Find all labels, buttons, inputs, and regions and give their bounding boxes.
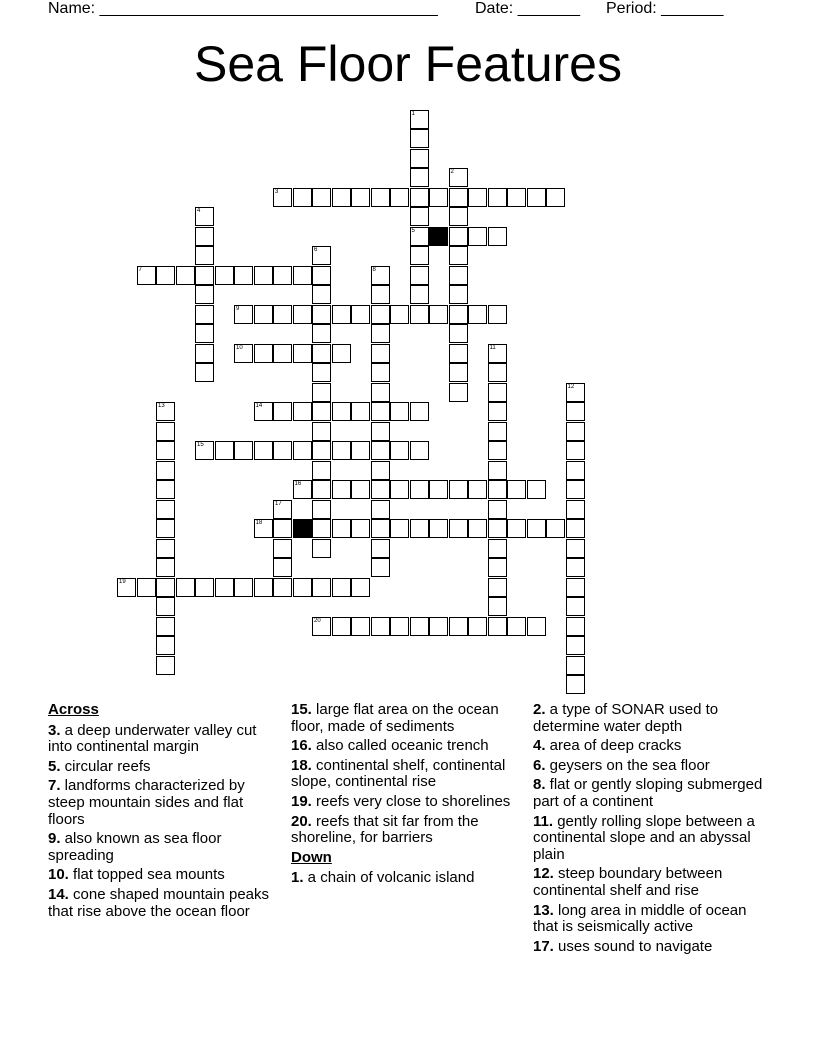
- grid-cell[interactable]: [546, 188, 565, 207]
- grid-cell[interactable]: [507, 519, 526, 538]
- grid-cell[interactable]: [429, 480, 448, 499]
- grid-cell[interactable]: [312, 266, 331, 285]
- grid-cell[interactable]: [410, 285, 429, 304]
- grid-cell[interactable]: [312, 285, 331, 304]
- grid-cell[interactable]: [312, 363, 331, 382]
- grid-cell[interactable]: [449, 617, 468, 636]
- grid-cell[interactable]: [195, 363, 214, 382]
- grid-cell[interactable]: [566, 597, 585, 616]
- grid-cell[interactable]: [156, 441, 175, 460]
- grid-cell[interactable]: [312, 305, 331, 324]
- grid-cell[interactable]: [156, 617, 175, 636]
- grid-cell[interactable]: [566, 461, 585, 480]
- grid-cell[interactable]: [117, 578, 136, 597]
- grid-cell[interactable]: [371, 402, 390, 421]
- grid-cell[interactable]: [410, 168, 429, 187]
- grid-cell[interactable]: [371, 441, 390, 460]
- grid-cell[interactable]: [156, 597, 175, 616]
- grid-cell[interactable]: [371, 558, 390, 577]
- grid-cell[interactable]: [254, 578, 273, 597]
- grid-cell[interactable]: [449, 266, 468, 285]
- grid-cell[interactable]: [332, 305, 351, 324]
- grid-cell[interactable]: [410, 480, 429, 499]
- grid-cell[interactable]: [488, 402, 507, 421]
- grid-cell[interactable]: [488, 519, 507, 538]
- period-line[interactable]: Period: _______: [606, 0, 724, 17]
- grid-cell[interactable]: [156, 480, 175, 499]
- grid-cell[interactable]: [566, 636, 585, 655]
- clue-number: 4: [197, 208, 201, 214]
- grid-cell[interactable]: [312, 461, 331, 480]
- grid-cell[interactable]: [156, 519, 175, 538]
- clue-number: 17: [275, 500, 282, 507]
- grid-cell[interactable]: [195, 441, 214, 460]
- clue-number: 18: [255, 520, 263, 526]
- grid-cell[interactable]: [468, 519, 487, 538]
- grid-cell[interactable]: [254, 519, 273, 538]
- grid-cell[interactable]: [410, 227, 429, 246]
- grid-cell[interactable]: [371, 480, 390, 499]
- clue-number: 10: [236, 344, 243, 351]
- grid-cell[interactable]: [351, 519, 370, 538]
- clue-number: 9: [236, 305, 240, 312]
- grid-cell[interactable]: [507, 188, 526, 207]
- grid-cell[interactable]: [351, 480, 370, 499]
- grid-cell[interactable]: [429, 305, 448, 324]
- grid-cell[interactable]: [566, 675, 585, 694]
- grid-cell[interactable]: [390, 441, 409, 460]
- clue-across-20: 20. reefs that sit far from the shoreline, for barriers: [291, 812, 479, 847]
- grid-cell[interactable]: [371, 344, 390, 363]
- grid-cell[interactable]: [429, 188, 448, 207]
- clue-down-6: 6. geysers on the sea floor: [533, 756, 710, 774]
- grid-cell[interactable]: [449, 519, 468, 538]
- grid-cell[interactable]: [234, 344, 253, 363]
- grid-cell[interactable]: [371, 324, 390, 343]
- clue-down-17: 17. uses sound to navigate: [533, 937, 713, 955]
- grid-cell[interactable]: [293, 344, 312, 363]
- clue-number: 11: [489, 344, 496, 351]
- clue-down-12: 12. steep boundary between continental shelf and rise: [533, 865, 723, 899]
- grid-cell[interactable]: [195, 227, 214, 246]
- grid-cell[interactable]: [566, 578, 585, 597]
- clue-across-19: 19. reefs very close to shorelines: [291, 792, 511, 810]
- grid-cell[interactable]: [390, 480, 409, 499]
- grid-cell[interactable]: [566, 558, 585, 577]
- grid-cell[interactable]: [293, 188, 312, 207]
- grid-cell[interactable]: [371, 539, 390, 558]
- grid-cell[interactable]: [156, 500, 175, 519]
- grid-cell[interactable]: [312, 383, 331, 402]
- clue-across-16: 16. also called oceanic trench: [291, 737, 489, 755]
- clue-down-2: 2. a type of SONAR used to determine water depth: [533, 701, 719, 735]
- grid-cell[interactable]: [254, 402, 273, 421]
- grid-cell[interactable]: [137, 578, 156, 597]
- grid-cell[interactable]: [390, 305, 409, 324]
- clue-number: 3: [275, 188, 279, 195]
- grid-cell[interactable]: [488, 344, 507, 363]
- clue-across-7: 7. landforms characterized by steep mountain sides and flat floors: [48, 777, 245, 828]
- grid-cell[interactable]: [351, 402, 370, 421]
- grid-cell[interactable]: [566, 539, 585, 558]
- grid-cell[interactable]: [351, 188, 370, 207]
- grid-cell[interactable]: [234, 578, 253, 597]
- grid-cell[interactable]: [312, 539, 331, 558]
- grid-cell[interactable]: [312, 188, 331, 207]
- grid-block-cell: [293, 519, 312, 538]
- grid-cell[interactable]: [566, 383, 585, 402]
- grid-cell[interactable]: [488, 558, 507, 577]
- grid-cell[interactable]: [527, 188, 546, 207]
- grid-cell[interactable]: [215, 441, 234, 460]
- grid-cell[interactable]: [488, 422, 507, 441]
- grid-cell[interactable]: [566, 422, 585, 441]
- grid-cell[interactable]: [410, 188, 429, 207]
- grid-cell[interactable]: [507, 617, 526, 636]
- grid-cell[interactable]: [410, 110, 429, 129]
- clue-across-15: 15. large flat area on the ocean floor, made of sediments: [291, 701, 499, 735]
- clue-number: 7: [138, 266, 142, 273]
- grid-cell[interactable]: [156, 266, 175, 285]
- clue-number: 8: [372, 266, 376, 273]
- clue-across-10: 10. flat topped sea mounts: [48, 866, 225, 884]
- clue-down-13: 13. long area in middle of ocean that is seismically active: [533, 901, 747, 936]
- clue-column-1: [48, 702, 273, 923]
- grid-cell[interactable]: [371, 285, 390, 304]
- grid-cell[interactable]: [410, 149, 429, 168]
- grid-cell[interactable]: [449, 168, 468, 187]
- grid-cell[interactable]: [312, 422, 331, 441]
- grid-cell[interactable]: [293, 578, 312, 597]
- clue-number: 20: [314, 617, 321, 624]
- grid-cell[interactable]: [332, 344, 351, 363]
- grid-cell[interactable]: [273, 305, 292, 324]
- grid-cell[interactable]: [371, 500, 390, 519]
- grid-cell[interactable]: [488, 188, 507, 207]
- grid-cell[interactable]: [312, 402, 331, 421]
- grid-cell[interactable]: [195, 266, 214, 285]
- grid-cell[interactable]: [488, 305, 507, 324]
- grid-cell[interactable]: [273, 344, 292, 363]
- clue-number: 6: [314, 247, 318, 253]
- grid-cell[interactable]: [566, 441, 585, 460]
- clue-number: 12: [567, 383, 575, 390]
- grid-cell[interactable]: [449, 246, 468, 265]
- grid-cell[interactable]: [273, 500, 292, 519]
- grid-cell[interactable]: [137, 266, 156, 285]
- grid-cell[interactable]: [449, 188, 468, 207]
- grid-cell[interactable]: [351, 305, 370, 324]
- grid-cell[interactable]: [468, 617, 487, 636]
- grid-cell[interactable]: [156, 636, 175, 655]
- grid-cell[interactable]: [449, 383, 468, 402]
- grid-cell[interactable]: [195, 578, 214, 597]
- grid-cell[interactable]: [429, 617, 448, 636]
- page-title: Sea Floor Features: [194, 36, 622, 92]
- grid-cell[interactable]: [468, 480, 487, 499]
- grid-cell[interactable]: [312, 324, 331, 343]
- grid-cell[interactable]: [312, 441, 331, 460]
- grid-cell[interactable]: [527, 617, 546, 636]
- clue-down-8: 8. flat or gently sloping submerged part of a continent: [533, 776, 763, 810]
- grid-cell[interactable]: [332, 188, 351, 207]
- grid-cell[interactable]: [449, 305, 468, 324]
- grid-cell[interactable]: [312, 246, 331, 265]
- grid-cell[interactable]: [312, 617, 331, 636]
- grid-cell[interactable]: [488, 539, 507, 558]
- grid-cell[interactable]: [488, 461, 507, 480]
- clue-down-1: 1. a chain of volcanic island: [291, 869, 475, 887]
- grid-cell[interactable]: [273, 539, 292, 558]
- grid-cell[interactable]: [371, 188, 390, 207]
- grid-cell[interactable]: [332, 519, 351, 538]
- grid-cell[interactable]: [332, 441, 351, 460]
- grid-cell[interactable]: [371, 461, 390, 480]
- grid-cell[interactable]: [488, 441, 507, 460]
- grid-cell[interactable]: [156, 402, 175, 421]
- grid-cell[interactable]: [468, 227, 487, 246]
- grid-cell[interactable]: [195, 246, 214, 265]
- grid-cell[interactable]: [156, 656, 175, 675]
- grid-cell[interactable]: [215, 578, 234, 597]
- grid-cell[interactable]: [371, 266, 390, 285]
- grid-cell[interactable]: [488, 227, 507, 246]
- grid-cell[interactable]: [449, 227, 468, 246]
- grid-cell[interactable]: [566, 656, 585, 675]
- grid-cell[interactable]: [254, 441, 273, 460]
- grid-cell[interactable]: [293, 402, 312, 421]
- grid-cell[interactable]: [273, 266, 292, 285]
- grid-cell[interactable]: [195, 324, 214, 343]
- grid-cell[interactable]: [293, 441, 312, 460]
- grid-cell[interactable]: [254, 305, 273, 324]
- grid-cell[interactable]: [429, 519, 448, 538]
- grid-cell[interactable]: [449, 363, 468, 382]
- down-heading: Down: [291, 848, 332, 866]
- grid-cell[interactable]: [390, 617, 409, 636]
- grid-cell[interactable]: [351, 441, 370, 460]
- grid-cell[interactable]: [468, 188, 487, 207]
- grid-cell[interactable]: [546, 519, 565, 538]
- grid-cell[interactable]: [195, 207, 214, 226]
- grid-cell[interactable]: [488, 617, 507, 636]
- clue-down-11: 11. gently rolling slope between a continental slope and an abyssal plain: [533, 812, 755, 863]
- grid-cell[interactable]: [156, 558, 175, 577]
- grid-cell[interactable]: [488, 597, 507, 616]
- grid-cell[interactable]: [176, 266, 195, 285]
- across-heading: Across: [48, 701, 99, 718]
- grid-cell[interactable]: [293, 480, 312, 499]
- grid-cell[interactable]: [351, 578, 370, 597]
- grid-cell[interactable]: [254, 266, 273, 285]
- grid-cell[interactable]: [566, 402, 585, 421]
- grid-cell[interactable]: [215, 266, 234, 285]
- grid-cell[interactable]: [488, 383, 507, 402]
- grid-cell[interactable]: [234, 441, 253, 460]
- grid-cell[interactable]: [410, 617, 429, 636]
- clue-number: 2: [450, 169, 454, 175]
- grid-cell[interactable]: [410, 519, 429, 538]
- clue-number: 5: [411, 227, 415, 234]
- grid-cell[interactable]: [332, 578, 351, 597]
- grid-cell[interactable]: [410, 441, 429, 460]
- grid-cell[interactable]: [273, 441, 292, 460]
- grid-cell[interactable]: [195, 344, 214, 363]
- grid-cell[interactable]: [176, 578, 195, 597]
- grid-cell[interactable]: [449, 480, 468, 499]
- grid-cell[interactable]: [351, 617, 370, 636]
- grid-cell[interactable]: [449, 324, 468, 343]
- grid-cell[interactable]: [332, 402, 351, 421]
- grid-cell[interactable]: [332, 617, 351, 636]
- grid-cell[interactable]: [410, 246, 429, 265]
- grid-cell[interactable]: [566, 500, 585, 519]
- grid-cell[interactable]: [254, 344, 273, 363]
- grid-cell[interactable]: [273, 578, 292, 597]
- clue-column-2: [291, 702, 523, 890]
- grid-cell[interactable]: [390, 188, 409, 207]
- grid-cell[interactable]: [410, 266, 429, 285]
- grid-cell[interactable]: [371, 363, 390, 382]
- grid-cell[interactable]: [156, 461, 175, 480]
- grid-cell[interactable]: [273, 558, 292, 577]
- grid-cell[interactable]: [156, 578, 175, 597]
- grid-cell[interactable]: [371, 617, 390, 636]
- date-line[interactable]: Date: _______: [475, 0, 580, 17]
- grid-cell[interactable]: [195, 305, 214, 324]
- grid-cell[interactable]: [371, 422, 390, 441]
- grid-cell[interactable]: [312, 500, 331, 519]
- grid-cell[interactable]: [371, 383, 390, 402]
- grid-cell[interactable]: [312, 344, 331, 363]
- grid-cell[interactable]: [488, 578, 507, 597]
- grid-cell[interactable]: [293, 305, 312, 324]
- grid-cell[interactable]: [273, 402, 292, 421]
- grid-cell[interactable]: [488, 480, 507, 499]
- clue-number: 14: [255, 403, 263, 409]
- grid-cell[interactable]: [312, 578, 331, 597]
- grid-cell[interactable]: [449, 285, 468, 304]
- grid-cell[interactable]: [234, 266, 253, 285]
- clue-across-9: 9. also known as sea floor spreading: [48, 830, 222, 864]
- clue-number: 19: [119, 578, 126, 585]
- grid-cell[interactable]: [566, 519, 585, 538]
- grid-cell[interactable]: [390, 402, 409, 421]
- grid-cell[interactable]: [312, 519, 331, 538]
- clue-number: 13: [158, 403, 165, 409]
- grid-cell[interactable]: [410, 305, 429, 324]
- grid-cell[interactable]: [156, 539, 175, 558]
- clue-across-14: 14. cone shaped mountain peaks that rise above the ocean floor: [48, 885, 270, 920]
- clue-number: 16: [294, 481, 302, 487]
- grid-cell[interactable]: [410, 207, 429, 226]
- name-line[interactable]: Name: ______________________________________: [48, 0, 438, 17]
- grid-cell[interactable]: [488, 363, 507, 382]
- grid-cell[interactable]: [468, 305, 487, 324]
- grid-cell[interactable]: [449, 344, 468, 363]
- grid-cell[interactable]: [410, 129, 429, 148]
- grid-cell[interactable]: [293, 266, 312, 285]
- grid-cell[interactable]: [273, 519, 292, 538]
- clue-number: 15: [197, 442, 204, 448]
- grid-cell[interactable]: [332, 480, 351, 499]
- grid-cell[interactable]: [371, 305, 390, 324]
- grid-cell[interactable]: [527, 480, 546, 499]
- grid-cell[interactable]: [410, 402, 429, 421]
- grid-cell[interactable]: [156, 422, 175, 441]
- grid-block-cell: [429, 227, 448, 246]
- clue-down-4: 4. area of deep cracks: [533, 737, 682, 755]
- grid-cell[interactable]: [566, 617, 585, 636]
- grid-cell[interactable]: [234, 305, 253, 324]
- grid-cell[interactable]: [195, 285, 214, 304]
- clue-column-3: [533, 702, 773, 958]
- grid-cell[interactable]: [371, 519, 390, 538]
- grid-cell[interactable]: [566, 480, 585, 499]
- grid-cell[interactable]: [390, 519, 409, 538]
- clue-across-3: 3. a deep underwater valley cut into continental margin: [48, 721, 257, 756]
- grid-cell[interactable]: [449, 207, 468, 226]
- clue-across-18: 18. continental shelf, continental slope, continental rise: [291, 756, 506, 791]
- grid-cell[interactable]: [273, 188, 292, 207]
- grid-cell[interactable]: [507, 480, 526, 499]
- grid-cell[interactable]: [312, 480, 331, 499]
- clue-across-5: 5. circular reefs: [48, 757, 151, 775]
- clue-number: 1: [411, 110, 415, 117]
- grid-cell[interactable]: [527, 519, 546, 538]
- grid-cell[interactable]: [488, 500, 507, 519]
